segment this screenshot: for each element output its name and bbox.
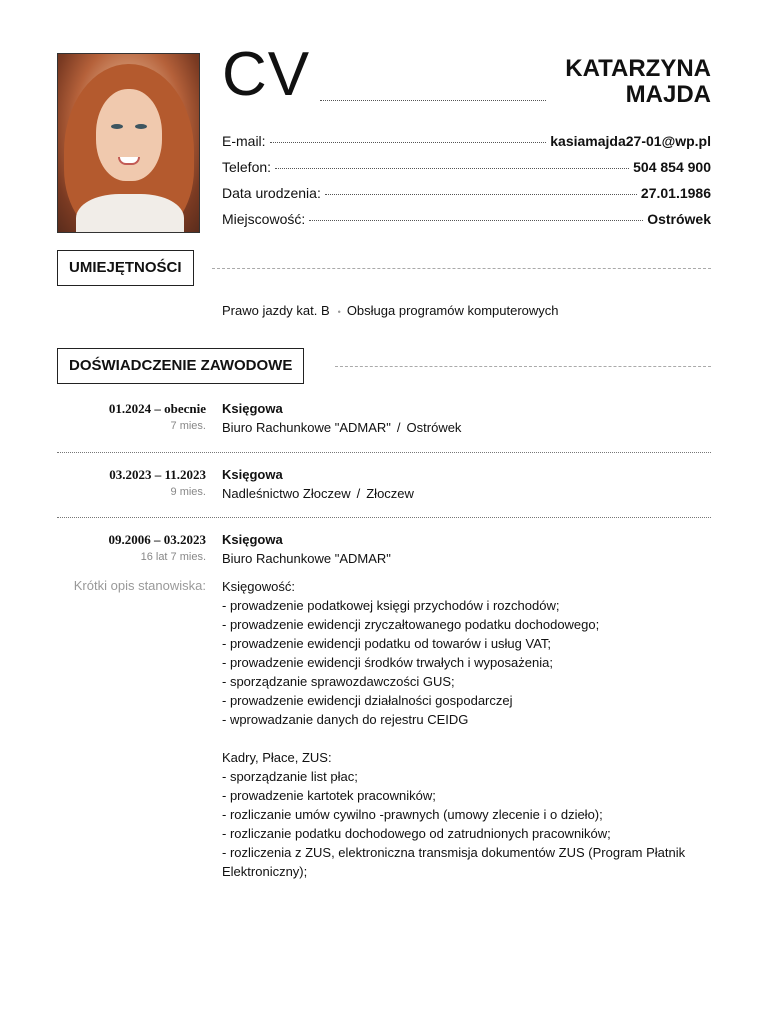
desc-line: - prowadzenie ewidencji zryczałtowanego podatku dochodowego; — [222, 617, 600, 632]
email-value[interactable]: kasiamajda27-01@wp.pl — [550, 133, 711, 149]
desc-line: Kadry, Płace, ZUS: — [222, 750, 332, 765]
job-employer — [222, 551, 391, 566]
last-name: MAJDA — [625, 81, 711, 108]
desc-line: - prowadzenie podatkowej księgi przychodów i rozchodów; — [222, 598, 560, 613]
job-duration: 7 mies. — [170, 420, 206, 432]
desc-line: Księgowość: — [222, 579, 295, 594]
experience-heading: DOŚWIADCZENIE ZAWODOWE — [57, 348, 304, 384]
job-employer: Nadleśnictwo Złoczew / Złoczew — [222, 486, 414, 501]
job-duration: 9 mies. — [170, 486, 206, 498]
job-title: Księgowa — [222, 467, 283, 482]
desc-line: - sporządzanie sprawozdawczości GUS; — [222, 674, 455, 689]
job-dates: 03.2023 – 11.2023 — [109, 467, 206, 482]
desc-line: Elektroniczny); — [222, 864, 308, 879]
desc-line: - rozliczanie umów cywilno -prawnych (umowy zlecenie i o dzieło); — [222, 807, 603, 822]
skills-list — [222, 303, 559, 318]
description-label: Krótki opis stanowiska: — [73, 578, 206, 593]
skill-item: Prawo jazdy kat. B — [222, 303, 330, 318]
city-value: Ostrówek — [647, 211, 711, 227]
job-dates: 01.2024 – obecnie — [108, 401, 206, 416]
contact-label: E-mail: — [222, 133, 266, 149]
desc-line: - rozliczanie podatku dochodowego od zatrudnionych pracowników; — [222, 826, 611, 841]
desc-line: - wprowadzanie danych do rejestru CEIDG — [222, 712, 469, 727]
skill-separator: • — [337, 307, 341, 317]
contact-birthdate — [222, 185, 711, 201]
job-employer: Biuro Rachunkowe "ADMAR" / Ostrówek — [222, 420, 462, 435]
employer-name: Nadleśnictwo Złoczew — [222, 486, 351, 501]
job-duration: 16 lat 7 mies. — [140, 551, 206, 563]
job-dates: 09.2006 – 03.2023 — [108, 532, 206, 547]
desc-line: - sporządzanie list płac; — [222, 769, 358, 784]
desc-line: - rozliczenia z ZUS, elektroniczna transmisja dokumentów ZUS (Program Płatnik — [222, 845, 686, 860]
job-divider — [57, 517, 711, 518]
desc-line: - prowadzenie kartotek pracowników; — [222, 788, 436, 803]
desc-line: - prowadzenie ewidencji środków trwałych i wyposażenia; — [222, 655, 553, 670]
employer-city: Złoczew — [366, 486, 414, 501]
desc-line: - prowadzenie ewidencji działalności gospodarczej — [222, 693, 513, 708]
contact-label: Telefon: — [222, 159, 272, 175]
contact-label: Data urodzenia: — [222, 185, 321, 201]
first-name: KATARZYNA — [565, 55, 711, 82]
skills-heading: UMIEJĘTNOŚCI — [57, 250, 194, 286]
skill-item: Obsługa programów komputerowych — [346, 303, 559, 318]
contact-phone — [222, 159, 711, 175]
employer-name: Biuro Rachunkowe "ADMAR" — [222, 420, 391, 435]
job-description — [222, 577, 722, 881]
cv-title: CV — [222, 40, 311, 109]
job-title: Księgowa — [222, 532, 283, 547]
phone-value[interactable]: 504 854 900 — [633, 159, 711, 175]
employer-city: Ostrówek — [406, 420, 462, 435]
contact-label: Miejscowość: — [222, 211, 306, 227]
desc-line: - prowadzenie ewidencji podatku od towarów i usług VAT; — [222, 636, 552, 651]
birthdate-value: 27.01.1986 — [640, 185, 711, 201]
title-dotted-line — [320, 100, 546, 101]
section-divider — [335, 366, 711, 367]
job-divider — [57, 452, 711, 453]
section-divider — [212, 268, 711, 269]
contact-email — [222, 133, 711, 149]
profile-photo — [57, 53, 200, 233]
contact-city — [222, 211, 711, 227]
candidate-name — [565, 56, 711, 108]
employer-name: Biuro Rachunkowe "ADMAR" — [222, 551, 391, 566]
job-title: Księgowa — [222, 401, 283, 416]
